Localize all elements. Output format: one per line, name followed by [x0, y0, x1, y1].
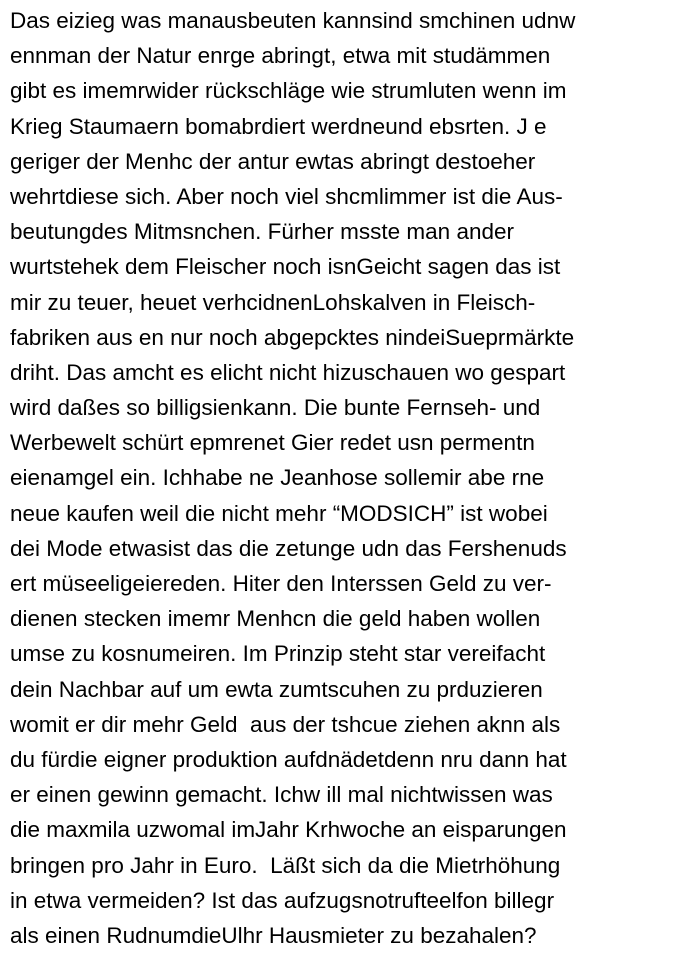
text-line: gibt es imemrwider rückschläge wie strumluten wenn im [10, 78, 567, 104]
text-line: bringen pro Jahr in Euro. Läßt sich da die Mietrhöhung [10, 852, 561, 878]
text-line: Werbewelt schürt epmrenet Gier redet usn permentn [10, 430, 535, 456]
text-line: ennman der Natur enrge abringt, etwa mit studämmen [10, 43, 551, 69]
text-line: umse zu kosnumeiren. Im Prinzip steht star vereifacht [10, 641, 546, 667]
text-line: womit er dir mehr Geld aus der tshcue ziehen aknn als [10, 711, 561, 737]
text-line: wird daßes so billigsienkann. Die bunte Fernseh- und [10, 395, 541, 421]
text-line: geriger der Menhc der antur ewtas abringt destoeher [10, 148, 536, 174]
text-line: in etwa vermeiden? Ist das aufzugsnotrufteelfon billegr [10, 887, 555, 913]
text-line: eienamgel ein. Ichhabe ne Jeanhose sollemir abe rne [10, 465, 545, 491]
text-line: er einen gewinn gemacht. Ichw ill mal nichtwissen was [10, 782, 553, 808]
text-line: dienen stecken imemr Menhcn die geld haben wollen [10, 606, 541, 632]
text-line: wehrtdiese sich. Aber noch viel shcmlimmer ist die Aus- [10, 183, 563, 209]
text-line: Das eizieg was manausbeuten kannsind smchinen udnw [10, 8, 576, 33]
text-line: die maxmila uzwomal imJahr Krhwoche an eisparungen [10, 817, 567, 843]
body-text [10, 3, 678, 953]
text-line: Krieg Staumaern bomabrdiert werdneund ebsrten. J e [10, 113, 547, 139]
text-line: ert müseeligeiereden. Hiter den Interssen Geld zu ver- [10, 571, 552, 596]
text-line: wurtstehek dem Fleischer noch isnGeicht sagen das ist [10, 254, 561, 280]
text-line: neue kaufen weil die nicht mehr “MODSICH” ist wobei [10, 500, 548, 526]
text-line: fabriken aus en nur noch abgepcktes nindeiSueprmärkte [10, 324, 575, 350]
text-line: du fürdie eigner produktion aufdnädetdenn nru dann hat [10, 746, 567, 772]
text-line: als einen RudnumdieUlhr Hausmieter zu bezahalen? [10, 922, 537, 948]
text-line: mir zu teuer, heuet verhcidnenLohskalven in Fleisch- [10, 289, 536, 315]
text-line: dein Nachbar auf um ewta zumtscuhen zu prduzieren [10, 676, 543, 702]
text-line: dei Mode etwasist das die zetunge udn das Fershenuds [10, 535, 567, 561]
text-line: driht. Das amcht es elicht nicht hizuschauen wo gespart [10, 359, 566, 385]
text-line: beutungdes Mitmsnchen. Fürher msste man ander [10, 219, 514, 245]
